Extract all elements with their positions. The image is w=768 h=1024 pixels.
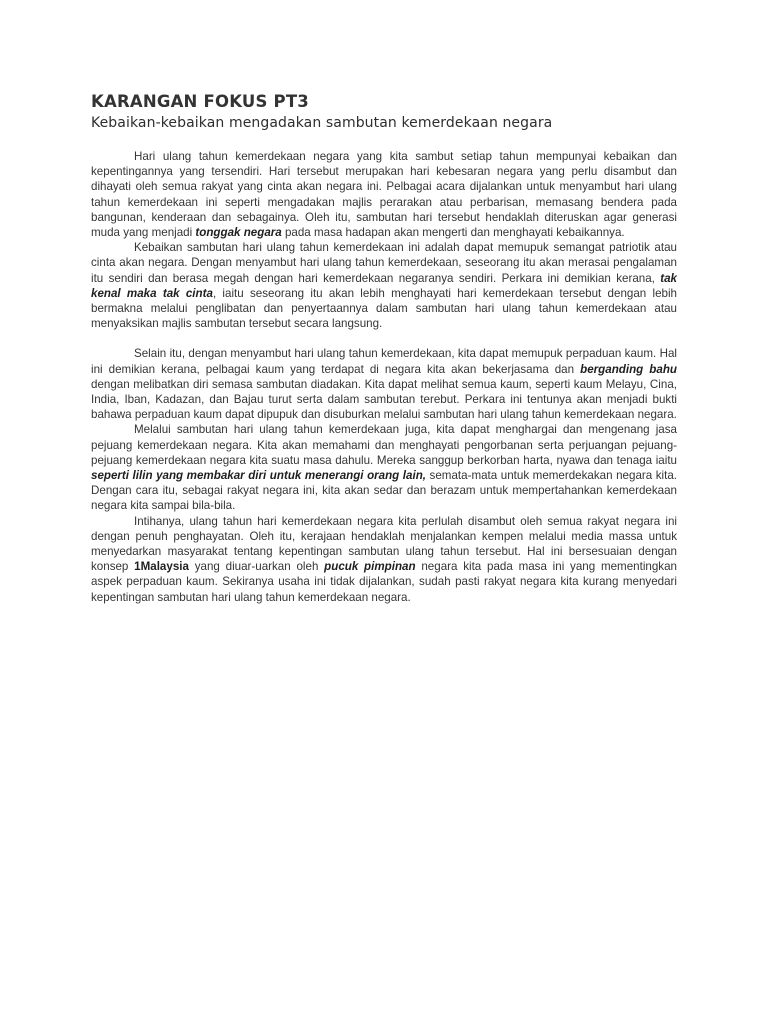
bold-phrase: 1Malaysia [134, 560, 189, 574]
paragraph-text: , iaitu seseorang itu akan lebih menghayati hari kemerdekaan tersebut dengan lebih bermakna melalui penglibatan dan penyertaannya dalam sambutan hari ulang tahun kemerdekaan atau menyaksikan majlis sambutan tersebut secara langsung. [91, 286, 678, 331]
paragraph-text: negara kita pada masa ini yang mementingkan aspek perpaduan kaum. Sekiranya usaha ini tidak dijalankan, sudah pasti rakyat negara kita kurang menyedari kepentingan sambutan hari ulang tahun kemerdekaan negara. [91, 560, 677, 604]
emphasis-phrase: berganding bahu [580, 362, 677, 376]
paragraph-text: Intihanya, ulang tahun hari kemerdekaan negara kita perlulah disambut oleh semua rakyat negara ini dengan penuh penghayatan. Oleh itu, kerajaan hendaklah menjalankan kempen melalui media massa untuk menyedarkan masyarakat tentang kepentingan sambutan ulang tahun tersebut. Hal ini bersesuaian dengan konsep [91, 514, 677, 574]
paragraph-text: pada masa hadapan akan mengerti dan menghayati kebaikannya. [281, 226, 625, 240]
paragraph-unity [91, 346, 677, 422]
paragraph-patriotism [91, 240, 677, 331]
paragraph-conclusion [91, 514, 677, 605]
paragraph-heroes [91, 422, 677, 513]
emphasis-phrase: tak kenal maka tak cinta [91, 271, 677, 300]
paragraph-text: Melalui sambutan hari ulang tahun kemerdekaan juga, kita dapat menghargai dan mengenang jasa pejuang kemerdekaan negara. Kita akan memahami dan menghayati pengorbanan serta perjuangan pejuang-pejuang kemerdekaan negara kita suatu masa dahulu. Mereka sanggup berkorban harta, nyawa dan tenaga iaitu [91, 423, 677, 467]
document-subtitle: Kebaikan-kebaikan mengadakan sambutan kemerdekaan negara [91, 115, 553, 131]
paragraph-text: semata-mata untuk memerdekakan negara kita. Dengan cara itu, sebagai rakyat negara ini, kita akan sedar dan berazam untuk mempertahankan kemerdekaan negara kita sampai bila-bila. [91, 469, 678, 513]
document-title: KARANGAN FOKUS PT3 [91, 92, 309, 111]
emphasis-phrase: pucuk pimpinan [324, 560, 416, 574]
paragraph-text: Kebaikan sambutan hari ulang tahun kemerdekaan ini adalah dapat memupuk semangat patriotik atau cinta akan negara. Dengan menyambut hari ulang tahun kemerdekaan, seseorang itu akan merasai pengalaman itu sendiri dan berasa megah dengan hari kemerdekaan negaranya sendiri. Perkara ini demikian kerana, [91, 241, 677, 285]
paragraph-text: dengan melibatkan diri semasa sambutan diadakan. Kita dapat melihat semua kaum, seperti kaum Melayu, Cina, India, Iban, Kadazan, dan Bajau turut serta dalam sambutan terebut. Perkara ini tentunya akan menjadi bukti bahawa perpaduan kaum dapat dipupuk dan disuburkan melalui sambutan hari ulang tahun kemerdekaan negara. [91, 377, 677, 422]
paragraph-text: Hari ulang tahun kemerdekaan negara yang kita sambut setiap tahun mempunyai kebaikan dan kepentingannya yang tersendiri. Hari tersebut merupakan hari kebesaran negara yang perlu disambut dan dihayati oleh semua rakyat yang cinta akan negara ini. Pelbagai acara dijalankan untuk menyambut hari ulang tahun kemerdekaan ini seperti mengadakan majlis perarakan atau perbarisan, memasang bendera pada bangunan, kenderaan dan sebagainya. Oleh itu, sambutan hari tersebut hendaklah diteruskan agar generasi muda yang menjadi [91, 150, 677, 240]
document-page [91, 92, 677, 605]
emphasis-phrase: seperti lilin yang membakar diri untuk menerangi orang lain, [91, 469, 427, 483]
essay-body [91, 149, 677, 605]
paragraph-intro [91, 149, 677, 240]
emphasis-phrase: tonggak negara [195, 226, 282, 240]
paragraph-text: Selain itu, dengan menyambut hari ulang tahun kemerdekaan, kita dapat memupuk perpaduan kaum. Hal ini demikian kerana, pelbagai kaum yang terdapat di negara kita akan bekerjasama dan [91, 347, 677, 376]
paragraph-text: yang diuar-uarkan oleh [188, 560, 325, 574]
